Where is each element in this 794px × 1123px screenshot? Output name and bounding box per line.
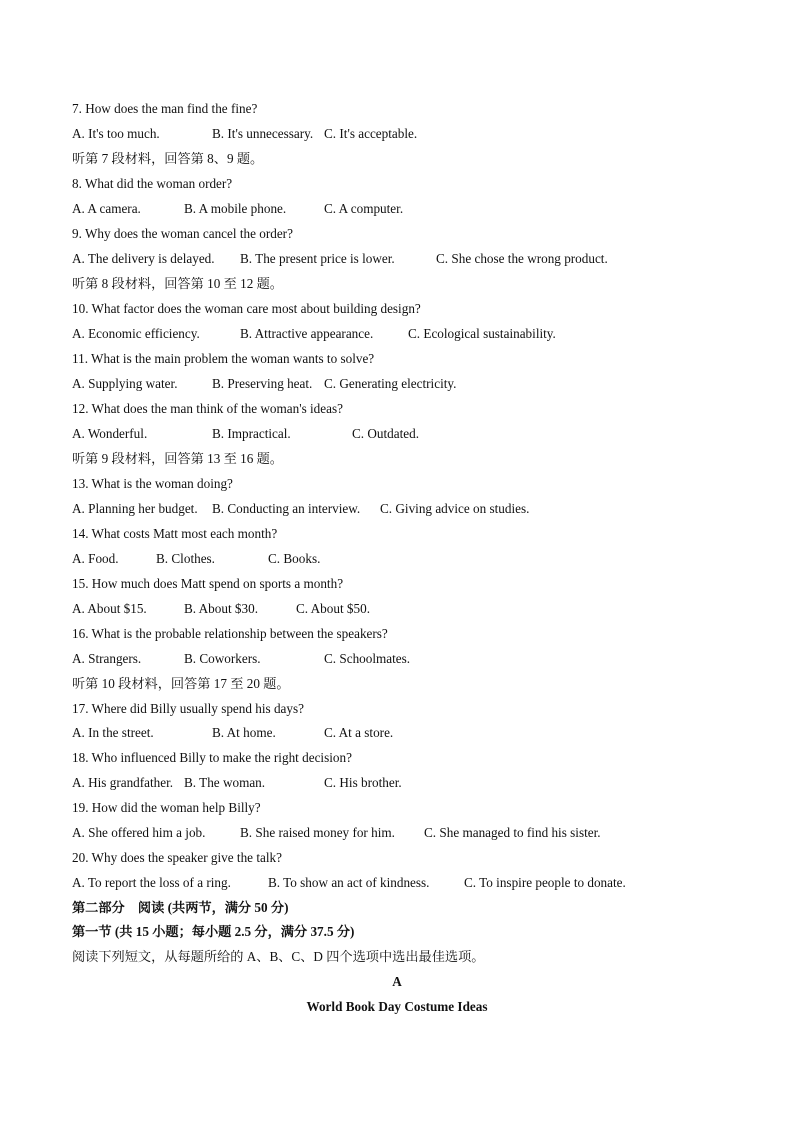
question-stem: 18. Who influenced Billy to make the right decision? bbox=[72, 750, 352, 765]
option-a: A. It's too much. bbox=[72, 126, 160, 141]
question-stem: 8. What did the woman order? bbox=[72, 176, 233, 191]
question-stem: 12. What does the man think of the woman's ideas? bbox=[72, 401, 343, 416]
option-a: A. Economic efficiency. bbox=[72, 326, 200, 341]
option-b: B. She raised money for him. bbox=[240, 825, 395, 840]
section-instruction: 听第 9 段材料，回答第 13 至 16 题。 bbox=[72, 451, 283, 466]
question-stem: 16. What is the probable relationship between the speakers? bbox=[72, 626, 388, 641]
question-stem: 17. Where did Billy usually spend his days? bbox=[72, 701, 304, 716]
part-heading: 第二部分 阅读 (共两节，满分 50 分) bbox=[72, 900, 289, 915]
option-b: B. It's unnecessary. bbox=[212, 126, 314, 141]
option-a: A. Food. bbox=[72, 551, 119, 566]
option-b: B. Coworkers. bbox=[184, 651, 261, 666]
option-c: C. About $50. bbox=[296, 601, 371, 616]
option-b: B. Clothes. bbox=[156, 551, 215, 566]
option-c: C. It's acceptable. bbox=[324, 126, 418, 141]
option-c: C. Outdated. bbox=[352, 426, 420, 441]
option-b: B. The present price is lower. bbox=[240, 251, 395, 266]
option-a: A. To report the loss of a ring. bbox=[72, 875, 231, 890]
section-instruction: 听第 10 段材料，回答第 17 至 20 题。 bbox=[72, 676, 290, 691]
option-a: A. Planning her budget. bbox=[72, 501, 198, 516]
section-heading: 第一节 (共 15 小题；每小题 2.5 分，满分 37.5 分) bbox=[72, 924, 355, 939]
question-stem: 9. Why does the woman cancel the order? bbox=[72, 226, 293, 241]
question-stem: 10. What factor does the woman care most about building design? bbox=[72, 301, 421, 316]
option-b: B. Attractive appearance. bbox=[240, 326, 374, 341]
option-c: C. Generating electricity. bbox=[324, 376, 457, 391]
section-instruction: 听第 7 段材料，回答第 8、9 题。 bbox=[72, 151, 264, 166]
option-a: A. Supplying water. bbox=[72, 376, 178, 391]
option-b: B. To show an act of kindness. bbox=[268, 875, 430, 890]
question-stem: 15. How much does Matt spend on sports a month? bbox=[72, 576, 344, 591]
option-c: C. To inspire people to donate. bbox=[464, 875, 626, 890]
question-stem: 7. How does the man find the fine? bbox=[72, 101, 258, 116]
option-b: B. The woman. bbox=[184, 775, 266, 790]
option-c: C. Giving advice on studies. bbox=[380, 501, 530, 516]
question-stem: 13. What is the woman doing? bbox=[72, 476, 233, 491]
option-c: C. His brother. bbox=[324, 775, 402, 790]
option-b: B. About $30. bbox=[184, 601, 259, 616]
option-a: A. Strangers. bbox=[72, 651, 142, 666]
option-c: C. Schoolmates. bbox=[324, 651, 411, 666]
option-c: C. She managed to find his sister. bbox=[424, 825, 601, 840]
reading-instruction: 阅读下列短文，从每题所给的 A、B、C、D 四个选项中选出最佳选项。 bbox=[72, 949, 485, 964]
section-instruction: 听第 8 段材料，回答第 10 至 12 题。 bbox=[72, 276, 283, 291]
question-stem: 19. How did the woman help Billy? bbox=[72, 800, 261, 815]
option-a: A. A camera. bbox=[72, 201, 141, 216]
option-b: B. A mobile phone. bbox=[184, 201, 287, 216]
option-a: A. His grandfather. bbox=[72, 775, 174, 790]
option-a: A. About $15. bbox=[72, 601, 147, 616]
option-b: B. Conducting an interview. bbox=[212, 501, 361, 516]
option-a: A. In the street. bbox=[72, 725, 154, 740]
option-c: C. Ecological sustainability. bbox=[408, 326, 556, 341]
passage-title: World Book Day Costume Ideas bbox=[306, 999, 488, 1014]
question-stem: 20. Why does the speaker give the talk? bbox=[72, 850, 282, 865]
option-b: B. Preserving heat. bbox=[212, 376, 313, 391]
option-c: C. She chose the wrong product. bbox=[436, 251, 608, 266]
option-c: C. At a store. bbox=[324, 725, 394, 740]
question-stem: 14. What costs Matt most each month? bbox=[72, 526, 278, 541]
option-c: C. A computer. bbox=[324, 201, 404, 216]
question-stem: 11. What is the main problem the woman wants to solve? bbox=[72, 351, 375, 366]
option-b: B. At home. bbox=[212, 725, 276, 740]
option-a: A. Wonderful. bbox=[72, 426, 148, 441]
option-a: A. She offered him a job. bbox=[72, 825, 206, 840]
option-b: B. Impractical. bbox=[212, 426, 291, 441]
passage-letter: A bbox=[392, 974, 402, 989]
option-a: A. The delivery is delayed. bbox=[72, 251, 215, 266]
option-c: C. Books. bbox=[268, 551, 321, 566]
